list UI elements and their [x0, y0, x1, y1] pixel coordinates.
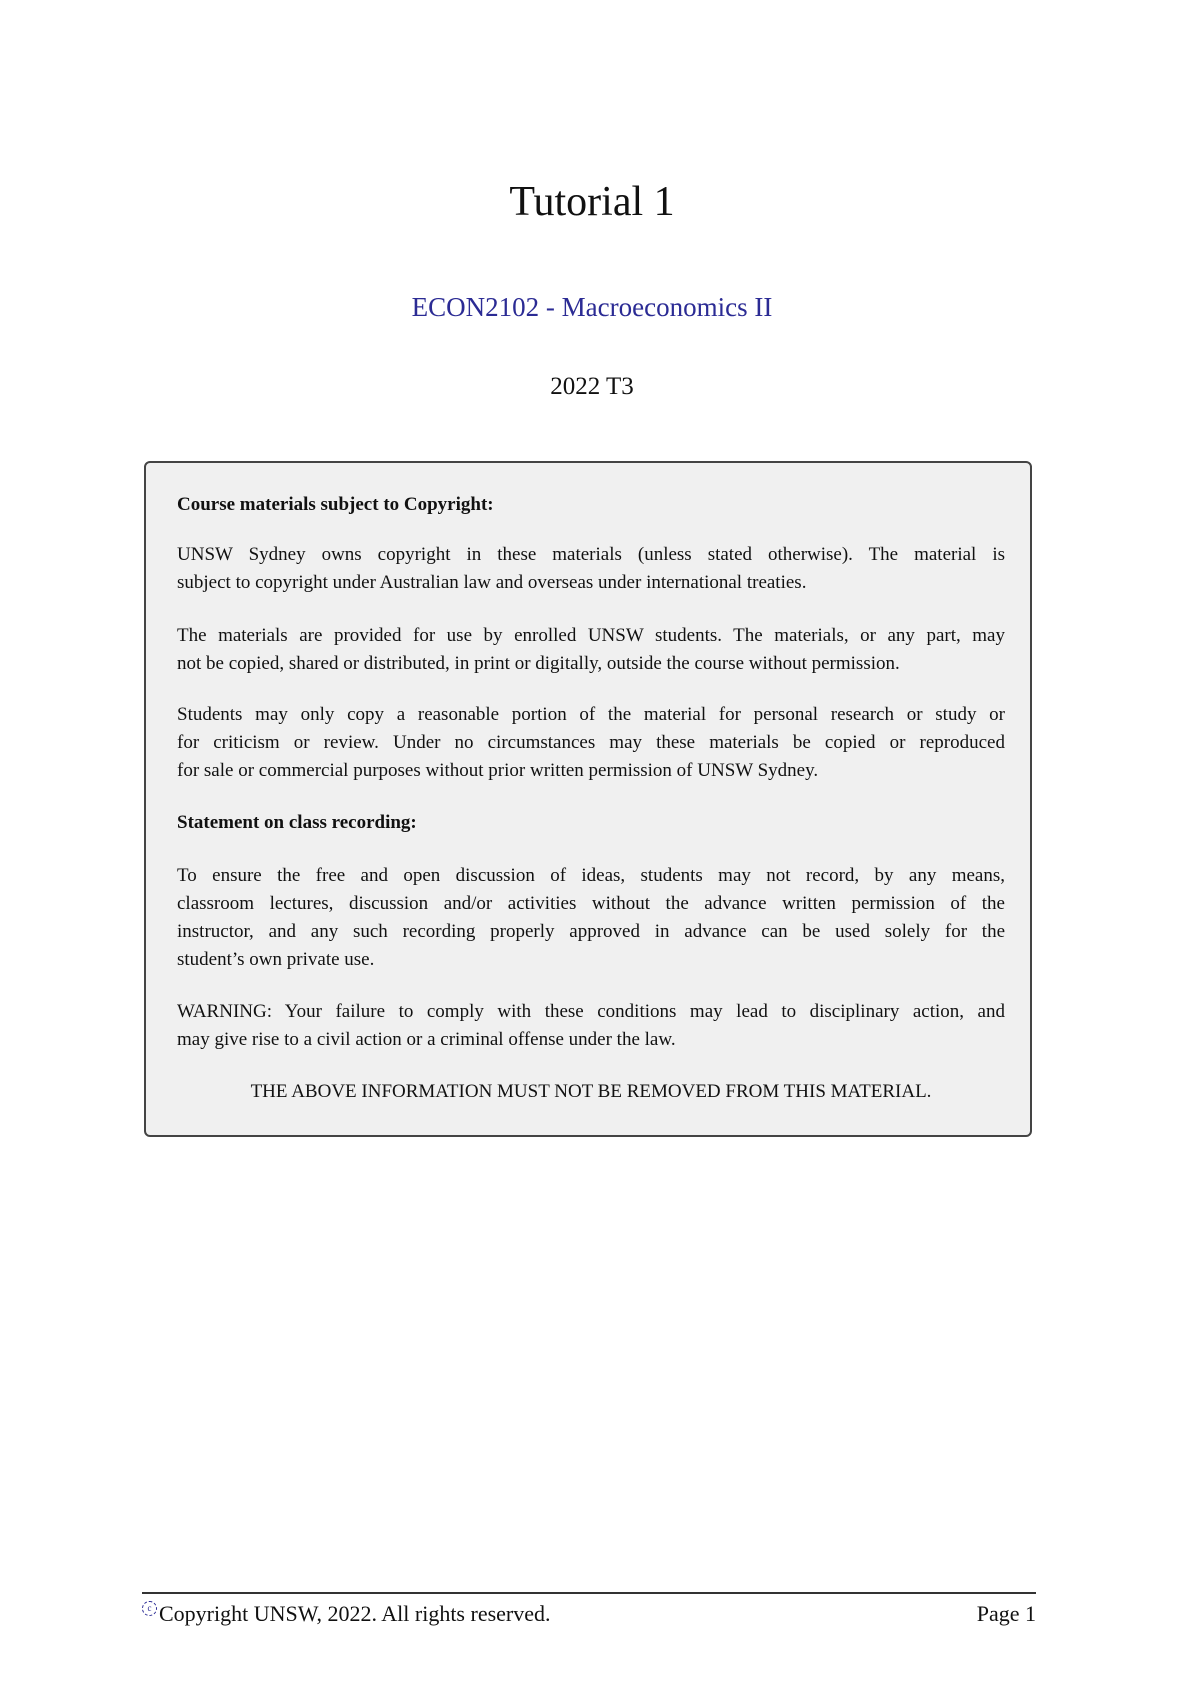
paragraph-4: [177, 862, 1005, 974]
paragraph-3: [177, 701, 1005, 785]
footer-copyright: [142, 1601, 551, 1627]
text-line: not be copied, shared or distributed, in print or digitally, outside the course without permission.: [177, 653, 900, 674]
text-line: classroom lectures, discussion and/or activities without the advance written permission of the: [177, 893, 1005, 914]
course-title: ECON2102 - Macroeconomics II: [411, 292, 773, 322]
recording-heading: [177, 809, 1005, 837]
paragraph-2: [177, 622, 1005, 678]
text-line: THE ABOVE INFORMATION MUST NOT BE REMOVED FROM THIS MATERIAL.: [250, 1081, 932, 1102]
document-title: Tutorial 1: [509, 179, 675, 225]
heading-text: Course materials subject to Copyright:: [177, 494, 494, 515]
text-line: subject to copyright under Australian law and overseas under international treaties.: [177, 572, 807, 593]
final-warning: [177, 1078, 1005, 1106]
text-line: To ensure the free and open discussion of ideas, students may not record, by any means,: [177, 865, 1005, 886]
text-line: WARNING: Your failure to comply with these conditions may lead to disciplinary action, and: [177, 1001, 1005, 1022]
text-line: for sale or commercial purposes without prior written permission of UNSW Sydney.: [177, 760, 819, 781]
text-line: The materials are provided for use by enrolled UNSW students. The materials, or any part, may: [177, 625, 1005, 646]
paragraph-5: [177, 998, 1005, 1054]
copyright-icon: c: [142, 1601, 157, 1616]
heading-text: Statement on class recording:: [177, 812, 417, 833]
text-line: may give rise to a civil action or a criminal offense under the law.: [177, 1029, 676, 1050]
text-line: for criticism or review. Under no circumstances may these materials be copied or reproduced: [177, 732, 1005, 753]
text-line: UNSW Sydney owns copyright in these materials (unless stated otherwise). The material is: [177, 544, 1005, 565]
text-line: Students may only copy a reasonable portion of the material for personal research or study or: [177, 704, 1005, 725]
footer-rule: [142, 1592, 1036, 1594]
copyright-heading: [177, 491, 1005, 519]
text-line: student’s own private use.: [177, 949, 375, 970]
text-line: instructor, and any such recording properly approved in advance can be used solely for the: [177, 921, 1005, 942]
term: 2022 T3: [550, 373, 634, 400]
copyright-notice-box: [144, 461, 1032, 1137]
paragraph-1: [177, 541, 1005, 597]
copyright-text: Copyright UNSW, 2022. All rights reserved.: [159, 1601, 551, 1626]
page-number: Page 1: [976, 1601, 1036, 1626]
